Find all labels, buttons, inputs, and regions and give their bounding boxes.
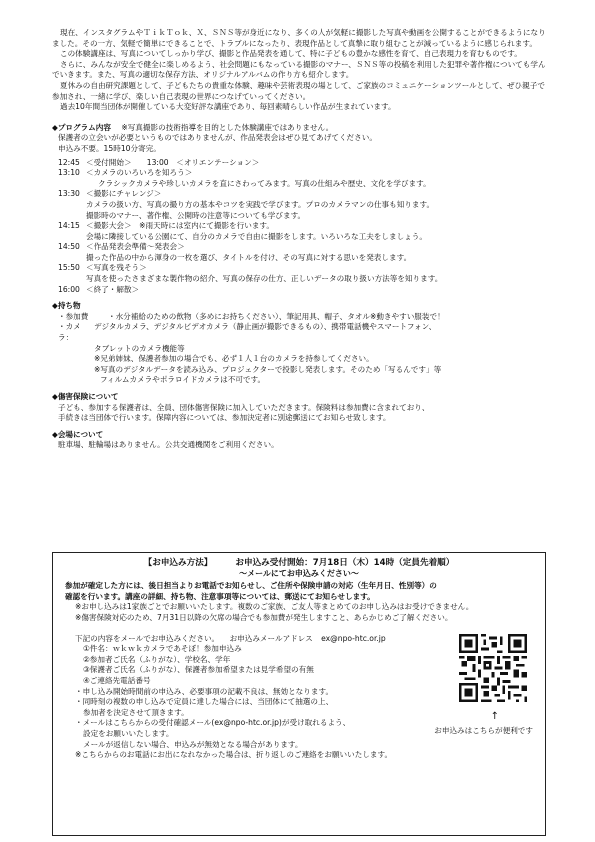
application-rule: ・同時刻の複数の申し込みで定員に達した場合には、当団体にて抽選の上、 — [75, 697, 334, 707]
application-rule: ※こちらからのお電話にお出になれなかった場合は、折り返しのご連絡をお願いいたします。 — [75, 750, 393, 760]
schedule-detail: 撮った作品の中から渾身の一枚を選び、タイトルを付け、その写真に対する思いを発表します。 — [86, 252, 412, 262]
schedule-title: ＜カメラのいろいろを知ろう＞ — [86, 168, 193, 178]
belongings-fee-row — [52, 312, 552, 323]
intro-paragraph: 過去10年間当団体が開催している大変好評な講座であり、毎回素晴らしい作品が生まれています。 — [60, 102, 396, 112]
schedule-row — [58, 285, 552, 296]
application-note: ※傷害保険対応のため、7月31日以降の欠席の場合でも参加費が発生しますこと、あらかじめご了解ください。 — [75, 612, 453, 622]
schedule-row — [58, 263, 552, 274]
belongings-fee-label: ・参加費 — [58, 311, 89, 321]
application-note: ※お申し込みは1家族ごとでお願いいたします。複数のご家族、ご友人等まとめてのお申し込みはお受けできません。 — [75, 602, 474, 612]
schedule-title: ＜写真を残そう＞ — [86, 263, 147, 273]
schedule-time: 13:30 — [58, 189, 80, 199]
schedule-title: ＜作品発表会準備～発表会＞ — [86, 242, 185, 252]
venue-text: 駐車場、駐輪場はありません。公共交通機関をご利用ください。 — [58, 440, 279, 450]
application-body — [53, 579, 545, 761]
insurance-text: 子ども、参加する保護者は、全員、団体傷害保険に加入していただきます。保険料は参加費に含まれており、 — [58, 402, 430, 412]
schedule-row — [58, 168, 552, 179]
application-confirm: 確認を行います。講座の詳細、持ち物、注意事項等については、郵送にてお知らせします。 — [65, 591, 375, 601]
schedule-time: 13:10 — [58, 168, 80, 178]
schedule-row — [58, 158, 552, 169]
schedule-time: 15:50 — [58, 263, 80, 273]
application-start: お申込み受付開始：7月18日（木）14時（定員先着順） — [235, 558, 455, 568]
belongings-section — [52, 301, 552, 386]
insurance-section — [52, 392, 552, 424]
schedule-row — [58, 221, 552, 232]
mail-item: ④ご連絡先電話番号 — [83, 675, 151, 685]
program-title-note: ※写真撮影の技術指導を目的とした体験講座ではありません。 — [121, 122, 334, 132]
program-heading — [52, 123, 552, 134]
mail-item: ③保護者ご氏名（ふりがな）、保護者参加希望または見学希望の有無 — [83, 665, 314, 675]
belongings-camera-label: ・カメラ： — [58, 322, 81, 343]
application-rule: 設定をお願いいたします。 — [83, 728, 174, 738]
belongings-camera-text: デジタルカメラ、デジタルビデオカメラ（静止画が撮影できるもの）、携帯電話機やスマートフォン、 — [94, 322, 437, 332]
schedule-title: ＜終了・解散＞ — [86, 284, 140, 294]
schedule-time: 14:15 — [58, 221, 80, 231]
schedule-detail: クラシックカメラや珍しいカメラを直にさわってみます。写真の仕組みや歴史、文化を学びます。 — [98, 178, 431, 188]
program-note: 保護者の立会いが必要というものではありませんが、作品発表会はぜひ見てあげてください。 — [58, 133, 377, 143]
schedule-time: 12:45 — [58, 157, 80, 167]
application-mail-section — [65, 634, 535, 761]
mail-intro: 下記の内容をメールでお申込みください。 — [75, 633, 220, 643]
document-body — [52, 28, 552, 451]
application-rule: 参加者を決定させて頂きます。 — [83, 707, 189, 717]
program-title: ◆プログラム内容 — [52, 122, 111, 132]
belongings-camera-note: フィルムカメラやポラロイドカメラは不可です。 — [100, 375, 266, 385]
application-rule: ・申し込み開始時間前の申込み、必要事項の記載不良は、無効となります。 — [75, 686, 334, 696]
schedule-title: ＜受付開始＞ 13:00 ＜オリエンテーション＞ — [86, 157, 260, 167]
mail-item: ①件名：ｗｋｗｋカメラであそぼ！参加申込み — [83, 644, 242, 654]
application-heading — [53, 558, 545, 569]
mail-label: お申込みメールアドレス — [229, 633, 313, 643]
schedule-time: 16:00 — [58, 284, 80, 294]
schedule-detail: 撮影時のマナー、著作権、公開時の注意等についても学びます。 — [86, 210, 306, 220]
mail-item: ②参加者ご氏名（ふりがな）、学校名、学年 — [83, 654, 231, 664]
schedule-title: ＜撮影大会＞ ※雨天時には室内にて撮影を行います。 — [86, 221, 275, 231]
insurance-text: 手続きは当団体で行います。保障内容については、参加決定者に別途郵送にてお知らせ致します。 — [58, 413, 391, 423]
program-schedule — [52, 158, 552, 296]
qr-code-icon[interactable] — [459, 634, 527, 702]
belongings-camera-row — [52, 322, 552, 343]
belongings-fee-text: ・水分補給のための飲物（多めにお持ちください）、筆記用具、帽子、タオル※動きやすい服装で！ — [108, 311, 445, 321]
application-subheading: ～メールにてお申込みください～ — [239, 568, 359, 578]
schedule-time: 14:50 — [58, 242, 80, 252]
insurance-title: ◆傷害保険について — [52, 392, 119, 401]
venue-section — [52, 430, 552, 451]
schedule-detail: 会場に隣接している公園にて、自分のカメラで自由に撮影をします。いろいろな工夫をしましょう。 — [86, 231, 427, 241]
application-label: 【お申込み方法】 — [143, 558, 213, 568]
application-mail-details — [65, 634, 475, 761]
intro-paragraph: さらに、みんなが安全で健全に楽しめるよう、社会問題にもなっている撮影のマナー、ＳＮＳ等の投稿を利用した犯罪や著作権についても学んでいきます。また、写真の適切な保存方法、オリジナルアルバムの作り方も紹介します。 — [52, 59, 546, 80]
schedule-row — [58, 242, 552, 253]
schedule-detail: カメラの扱い方、写真の撮り方の基本やコツを実践で学びます。プロのカメラマンの仕事も知ります。 — [86, 199, 435, 209]
belongings-camera-note: ※写真のデジタルデータを読み込み、プロジェクターで投影し発表します。そのため「写るんです」等 — [94, 364, 442, 374]
schedule-row — [58, 189, 552, 200]
application-confirm: 参加が確定した方には、後日担当よりお電話でお知らせし、ご住所や保険申請の対応（生年月日、性別等）の — [65, 581, 437, 591]
application-box — [52, 552, 546, 836]
belongings-title: ◆持ち物 — [52, 301, 81, 311]
application-rule: ・メールはこちらからの受付確認メール(ex@npo-htc.or.jp)が受け取れるよう、 — [75, 718, 351, 728]
venue-title: ◆会場について — [52, 429, 104, 439]
schedule-detail: 写真を使ったさまざまな製作物の紹介、写真の保存の仕方、正しいデータの取り扱い方法等を知ります。 — [86, 274, 443, 284]
intro-paragraph: 現在、インスタグラムやＴｉｋＴｏｋ、Ｘ、ＳＮＳ等が身近になり、多くの人が気軽に撮影した写真や動画を公開することができるようになりました。その一方、気軽で簡単にできることで、トラブルになったり、表現作品として真摯に取り組むことが減っているように感じられます。 — [52, 28, 546, 48]
qr-arrow-icon: ↑ — [490, 710, 499, 722]
program-note: 申込み不要。15時10分寄完。 — [58, 143, 161, 153]
mail-instruction-line — [65, 634, 475, 645]
belongings-camera-note: ※兄弟姉妹、保護者参加の場合でも、必ず１人１台のカメラを持参してください。 — [94, 354, 374, 364]
intro-paragraph: 夏休みの自由研究課題として、子どもたちの貴重な体験、趣味や芸術表現の場として、ご家族のコミュニケーションツールとして、ぜひ親子で参加され、一緒に学び、楽しい自己表現の世界につなげていってください。 — [52, 80, 545, 101]
belongings-camera-text: タブレットのカメラ機能等 — [94, 343, 185, 353]
mail-address-link[interactable]: ex@npo-htc.or.jp — [321, 633, 386, 643]
application-rule: メールが返信しない場合、申込みが無効となる場合があります。 — [83, 739, 303, 749]
program-section — [52, 123, 552, 296]
intro-section — [52, 28, 552, 113]
schedule-title: ＜撮影にチャレンジ＞ — [86, 189, 162, 199]
intro-paragraph: この体験講座は、写真についてしっかり学び、撮影と作品発表を通して、特に子どもの豊かな感性を育て、自己表現力を育むものです。 — [60, 49, 522, 59]
qr-caption: お申込みはこちらが便利です — [434, 725, 533, 735]
